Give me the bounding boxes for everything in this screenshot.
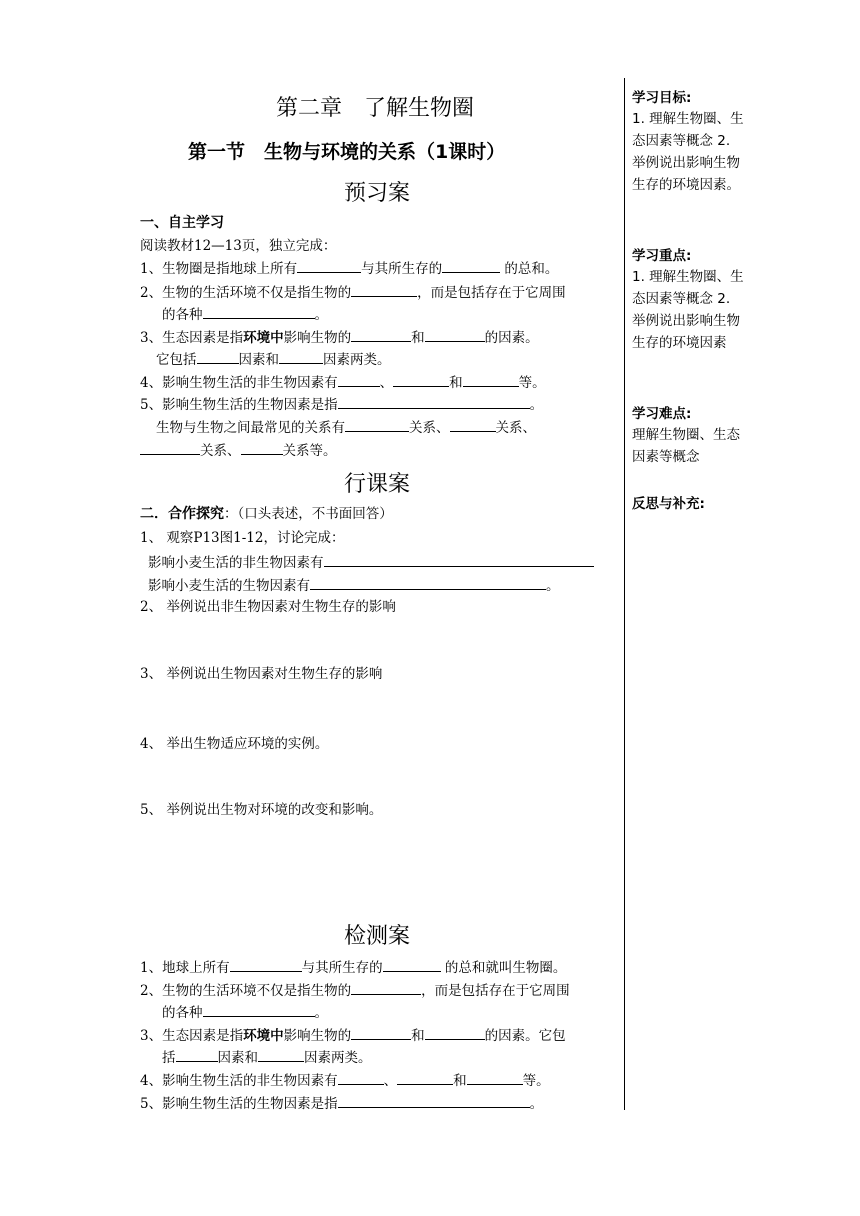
blank[interactable]	[463, 373, 519, 387]
key-title: 学习重点:	[632, 248, 692, 264]
test-q2: 2、生物的生活环境不仅是指生物的 ，而是包括存在于它周围	[140, 983, 570, 999]
chapter-title: 第二章 了解生物圈	[276, 96, 475, 121]
preview-q4: 4、影响生物生活的非生物因素有 、 和 等。	[140, 375, 546, 391]
test-q3-cont: 括 因素和 因素两类。	[162, 1050, 372, 1066]
blank[interactable]	[345, 418, 409, 432]
preview-q6-cont: 关系、 关系等。	[140, 441, 337, 460]
blank[interactable]	[397, 1071, 453, 1085]
test-title: 检测案	[344, 924, 411, 949]
self-study-heading: 一、自主学习	[140, 215, 224, 231]
blank[interactable]	[310, 576, 546, 590]
inquiry-3: 3、 举例说出生物因素对生物生存的影响	[140, 666, 383, 682]
blank[interactable]	[230, 958, 302, 972]
preview-q6: 生物与生物之间最常见的关系有 关系、 关系、	[156, 420, 536, 436]
inquiry-4: 4、 举出生物适应环境的实例。	[140, 736, 329, 752]
blank[interactable]	[351, 328, 411, 342]
test-q3: 3、生态因素是指环境中影响生物的 和 的因素。它包	[140, 1028, 566, 1044]
blank[interactable]	[425, 1026, 485, 1040]
blank[interactable]	[197, 350, 239, 364]
test-q4: 4、影响生物生活的非生物因素有 、 和 等。	[140, 1073, 550, 1089]
cooperative-heading: 二．合作探究：（口头表述，不书面回答）	[140, 506, 393, 522]
preview-q3-cont: 它包括 因素和 因素两类。	[156, 352, 391, 368]
blank[interactable]	[383, 958, 441, 972]
blank[interactable]	[338, 373, 380, 387]
blank[interactable]	[351, 981, 421, 995]
difficulty-title: 学习难点:	[632, 406, 692, 422]
blank[interactable]	[338, 395, 530, 409]
test-q5: 5、影响生物生活的生物因素是指 。	[140, 1096, 544, 1112]
key-text: 1. 理解生物圈、生态因素等概念 2. 举例说出影响生物生存的环境因素	[632, 269, 744, 351]
blank[interactable]	[425, 328, 485, 342]
preview-q1: 1、生物圈是指地球上所有 与其所生存的 的总和。	[140, 261, 559, 277]
reflection-title: 反思与补充:	[632, 496, 705, 512]
blank[interactable]	[203, 1003, 315, 1017]
goal-text: 1. 理解生物圈、生态因素等概念 2. 举例说出影响生物生存的环境因素。	[632, 111, 744, 193]
blank[interactable]	[297, 259, 361, 273]
inquiry-5: 5、 举例说出生物对环境的改变和影响。	[140, 802, 383, 818]
preview-q3: 3、生态因素是指环境中影响生物的 和 的因素。	[140, 330, 539, 346]
column-divider	[624, 78, 625, 1110]
blank[interactable]	[442, 259, 500, 273]
lesson-title: 行课案	[344, 472, 411, 497]
blank[interactable]	[140, 441, 200, 455]
preview-q2: 2、生物的生活环境不仅是指生物的 ，而是包括存在于它周围	[140, 285, 566, 301]
preview-q5: 5、影响生物生活的生物因素是指 。	[140, 397, 544, 413]
inquiry-2: 2、 举例说出非生物因素对生物生存的影响	[140, 599, 396, 615]
test-q1: 1、地球上所有 与其所生存的 的总和就叫生物圈。	[140, 960, 567, 976]
inquiry-1: 1、 观察P13图1-12，讨论完成：	[140, 530, 345, 546]
difficulty-text: 理解生物圈、生态因素等概念	[632, 427, 740, 465]
blank[interactable]	[176, 1048, 218, 1062]
blank[interactable]	[258, 1048, 304, 1062]
goal-title: 学习目标:	[632, 90, 692, 106]
blank[interactable]	[279, 350, 323, 364]
blank[interactable]	[467, 1071, 523, 1085]
section-title: 第一节 生物与环境的关系（1课时）	[188, 141, 506, 163]
blank[interactable]	[450, 418, 496, 432]
blank[interactable]	[324, 553, 594, 567]
blank[interactable]	[241, 441, 283, 455]
blank[interactable]	[351, 1026, 411, 1040]
inquiry-1a: 影响小麦生活的非生物因素有	[148, 553, 594, 572]
test-q2-cont: 的各种 。	[162, 1005, 328, 1021]
blank[interactable]	[203, 305, 315, 319]
inquiry-1b: 影响小麦生活的生物因素有 。	[148, 578, 560, 594]
reading-intro: 阅读教材12—13页，独立完成：	[140, 238, 337, 254]
blank[interactable]	[393, 373, 449, 387]
blank[interactable]	[338, 1094, 530, 1108]
preview-title: 预习案	[344, 181, 411, 206]
blank[interactable]	[338, 1071, 384, 1085]
blank[interactable]	[351, 283, 417, 297]
preview-q2-cont: 的各种 。	[162, 307, 328, 323]
